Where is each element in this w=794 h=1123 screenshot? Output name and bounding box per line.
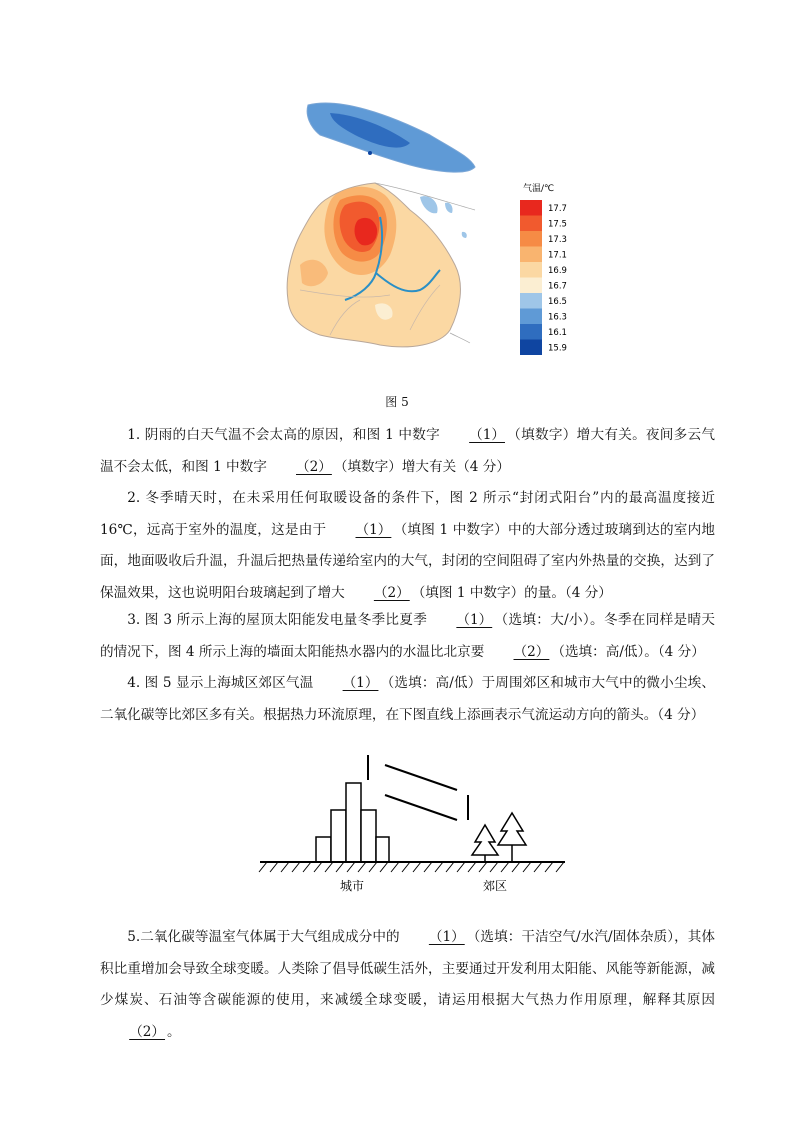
legend-label: 16.1 — [548, 328, 567, 338]
legend-label: 16.9 — [548, 266, 567, 276]
question-5: 5.二氧化碳等温室气体属于大气组成成分中的 （1） （选填：干洁空气/水汽/固体杂质），其体积比重增加会导致全球变暖。人类除了倡导低碳生活外，主要通过开发利用太阳能、风能等新能源，减少煤炭、石油等含碳能源的使用，来减缓全球变暖，请运用根据大气热力作用原理，解释其原因（2） 。 — [100, 922, 715, 1048]
legend-label: 15.9 — [548, 343, 567, 354]
blank-3-1[interactable]: （1） — [456, 612, 493, 628]
legend-swatch — [520, 293, 542, 309]
blank-4-1[interactable]: （1） — [342, 675, 379, 691]
legend-label: 17.7 — [548, 204, 567, 214]
legend-swatch — [520, 309, 542, 325]
temperature-legend — [520, 200, 567, 355]
legend-label: 16.7 — [548, 281, 567, 292]
question-2: 2. 冬季晴天时，在未采用任何取暖设备的条件下，图 2 所示“封闭式阳台”内的最高温度接近 16℃，远高于室外的温度，这是由于 （1） （填图 1 中数字）中的大部分透过玻璃到达的室内地面，地面吸收后升温，升温后把热量传递给室内的大气，封闭的空间阻碍了室内外热量的交换，达到了保温效果，这也说明阳台玻璃起到了增大 （2） （填图 1 中数字）的量。（4 分） — [100, 483, 715, 609]
suburb-label: 郊区 — [483, 879, 508, 893]
city-buildings — [316, 783, 389, 862]
legend-swatch — [520, 340, 542, 356]
legend-swatch — [520, 247, 542, 263]
blank-3-2[interactable]: （2） — [513, 643, 550, 660]
blank-5-2[interactable]: （2） — [129, 1023, 166, 1040]
city-label: 城市 — [340, 879, 365, 893]
legend-title: 气温/℃ — [523, 184, 555, 194]
legend-swatch — [520, 324, 542, 340]
legend-swatch — [520, 262, 542, 278]
legend-swatch — [520, 231, 542, 247]
lower-flow-line[interactable] — [385, 795, 457, 820]
shanghai-temperature-map — [280, 95, 580, 355]
question-1: 1. 阴雨的白天气温不会太高的原因，和图 1 中数字 （1） （填数字）增大有关。夜间多云气温不会太低，和图 1 中数字 （2） （填数字）增大有关（4 分） — [100, 420, 715, 483]
blank-2-1[interactable]: （1） — [355, 521, 392, 538]
legend-label: 17.3 — [548, 235, 567, 245]
legend-label: 16.3 — [548, 312, 567, 323]
thermal-circulation-diagram — [255, 745, 575, 895]
blank-2-2[interactable]: （2） — [373, 584, 410, 601]
ground-hatching — [259, 862, 564, 872]
legend-swatch — [520, 278, 542, 294]
legend-swatch — [520, 200, 542, 216]
upper-flow-line[interactable] — [385, 765, 457, 790]
legend-swatch — [520, 216, 542, 232]
temperature-map-figure — [280, 95, 580, 355]
question-3: 3. 图 3 所示上海的屋顶太阳能发电量冬季比夏季 （1） （选填：大/小）。冬季在同样是晴天的情况下，图 4 所示上海的墙面太阳能热水器内的水温比北京要 （2） （选填：高/低）。（4 分） — [100, 605, 715, 668]
question-4: 4. 图 5 显示上海城区郊区气温 （1） （选填：高/低）于周围郊区和城市大气中的微小尘埃、二氧化碳等比郊区多有关。根据热力环流原理，在下图直线上添画表示气流运动方向的箭头。（4 分） — [100, 668, 715, 731]
blank-1-2[interactable]: （2） — [296, 458, 332, 475]
suburb-trees — [472, 813, 526, 862]
legend-label: 16.5 — [548, 297, 567, 307]
blank-5-1[interactable]: （1） — [428, 929, 465, 945]
legend-label: 17.1 — [548, 250, 567, 261]
legend-label: 17.5 — [548, 219, 567, 230]
figure-caption: 图 5 — [385, 395, 409, 409]
blank-1-1[interactable]: （1） — [469, 427, 505, 443]
